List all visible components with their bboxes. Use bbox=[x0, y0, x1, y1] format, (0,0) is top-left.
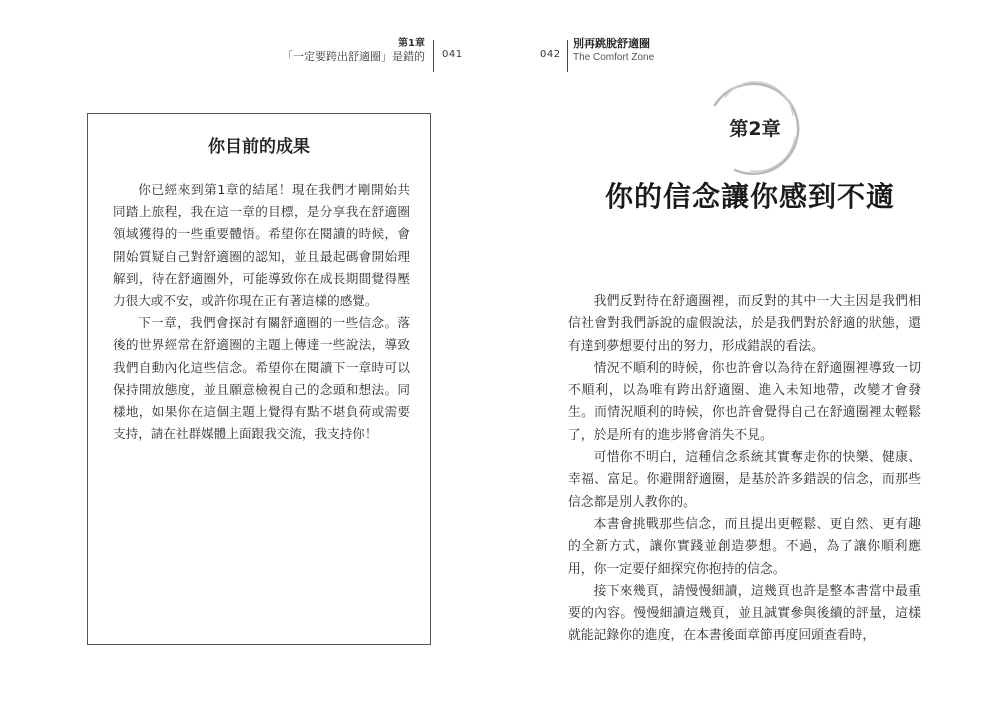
header-book-title-en: The Comfort Zone bbox=[573, 52, 655, 63]
body-paragraph: 可惜你不明白，這種信念系統其實奪走你的快樂、健康、幸福、富足。你避開舒適圈，是基於許多錯誤的信念，而那些信念都是別人教你的。 bbox=[568, 450, 921, 510]
header-chapter: 第1章 bbox=[398, 38, 425, 49]
summary-box bbox=[87, 113, 431, 645]
box-body bbox=[113, 179, 410, 445]
page-number-right: 042 bbox=[540, 49, 561, 60]
chapter-body bbox=[568, 291, 921, 648]
header-book-title: 別再跳脫舒適圈 bbox=[573, 37, 650, 50]
header-divider bbox=[567, 40, 568, 72]
header-subtitle: 「一定要跨出舒適圈」是錯的 bbox=[282, 50, 425, 63]
box-title: 你目前的成果 bbox=[208, 137, 310, 157]
chapter-label: 第2章 bbox=[729, 118, 781, 140]
right-page bbox=[500, 0, 1000, 709]
running-header-left bbox=[282, 37, 425, 64]
body-paragraph: 本書會挑戰那些信念，而且提出更輕鬆、更自然、更有趣的全新方式，讓你實踐並創造夢想。不過，為了讓你順利應用，你一定要仔細探究你抱持的信念。 bbox=[568, 516, 921, 577]
box-paragraph: 下一章，我們會探討有關舒適圈的一些信念。落後的世界經常在舒適圈的主題上傳達一些說法，導致我們自動內化這些信念。希望你在閱讀下一章時可以保持開放態度，並且願意檢視自己的念頭和想法。同樣地，如果你在這個主題上覺得有點不堪負荷或需要支持，請在社群媒體上面跟我交流，我支持你！ bbox=[113, 315, 410, 442]
box-paragraph: 你已經來到第1章的結尾！現在我們才剛開始共同踏上旅程，我在這一章的目標，是分享我在舒適圈領域獲得的一些重要體悟。希望你在閱讀的時候，會開始質疑自己對舒適圈的認知，並且最起碼會開始理解到，待在舒適圈外，可能導致你在成長期間覺得壓力很大或不安，或許你現在正有著這樣的感覺。 bbox=[113, 182, 410, 309]
chapter-title: 你的信念讓你感到不適 bbox=[604, 180, 895, 213]
running-header-right bbox=[573, 37, 654, 64]
body-paragraph: 接下來幾頁，請慢慢細讀，這幾頁也許是整本書當中最重要的內容。慢慢細讀這幾頁，並且誠實參與後續的評量，這樣就能記錄你的進度，在本書後面章節再度回頭查看時， bbox=[568, 583, 921, 644]
header-divider bbox=[433, 40, 434, 72]
body-paragraph: 我們反對待在舒適圈裡，而反對的其中一大主因是我們相信社會對我們訴說的虛假說法，於是我們對於舒適的狀態，還有達到夢想要付出的努力，形成錯誤的看法。 bbox=[568, 294, 921, 354]
page-number-left: 041 bbox=[442, 49, 463, 60]
body-paragraph: 情況不順利的時候，你也許會以為待在舒適圈裡導致一切不順利，以為唯有跨出舒適圈、進入未知地帶，改變才會發生。而情況順利的時候，你也許會覺得自己在舒適圈裡太輕鬆了，於是所有的進步將會消失不見。 bbox=[568, 360, 921, 443]
